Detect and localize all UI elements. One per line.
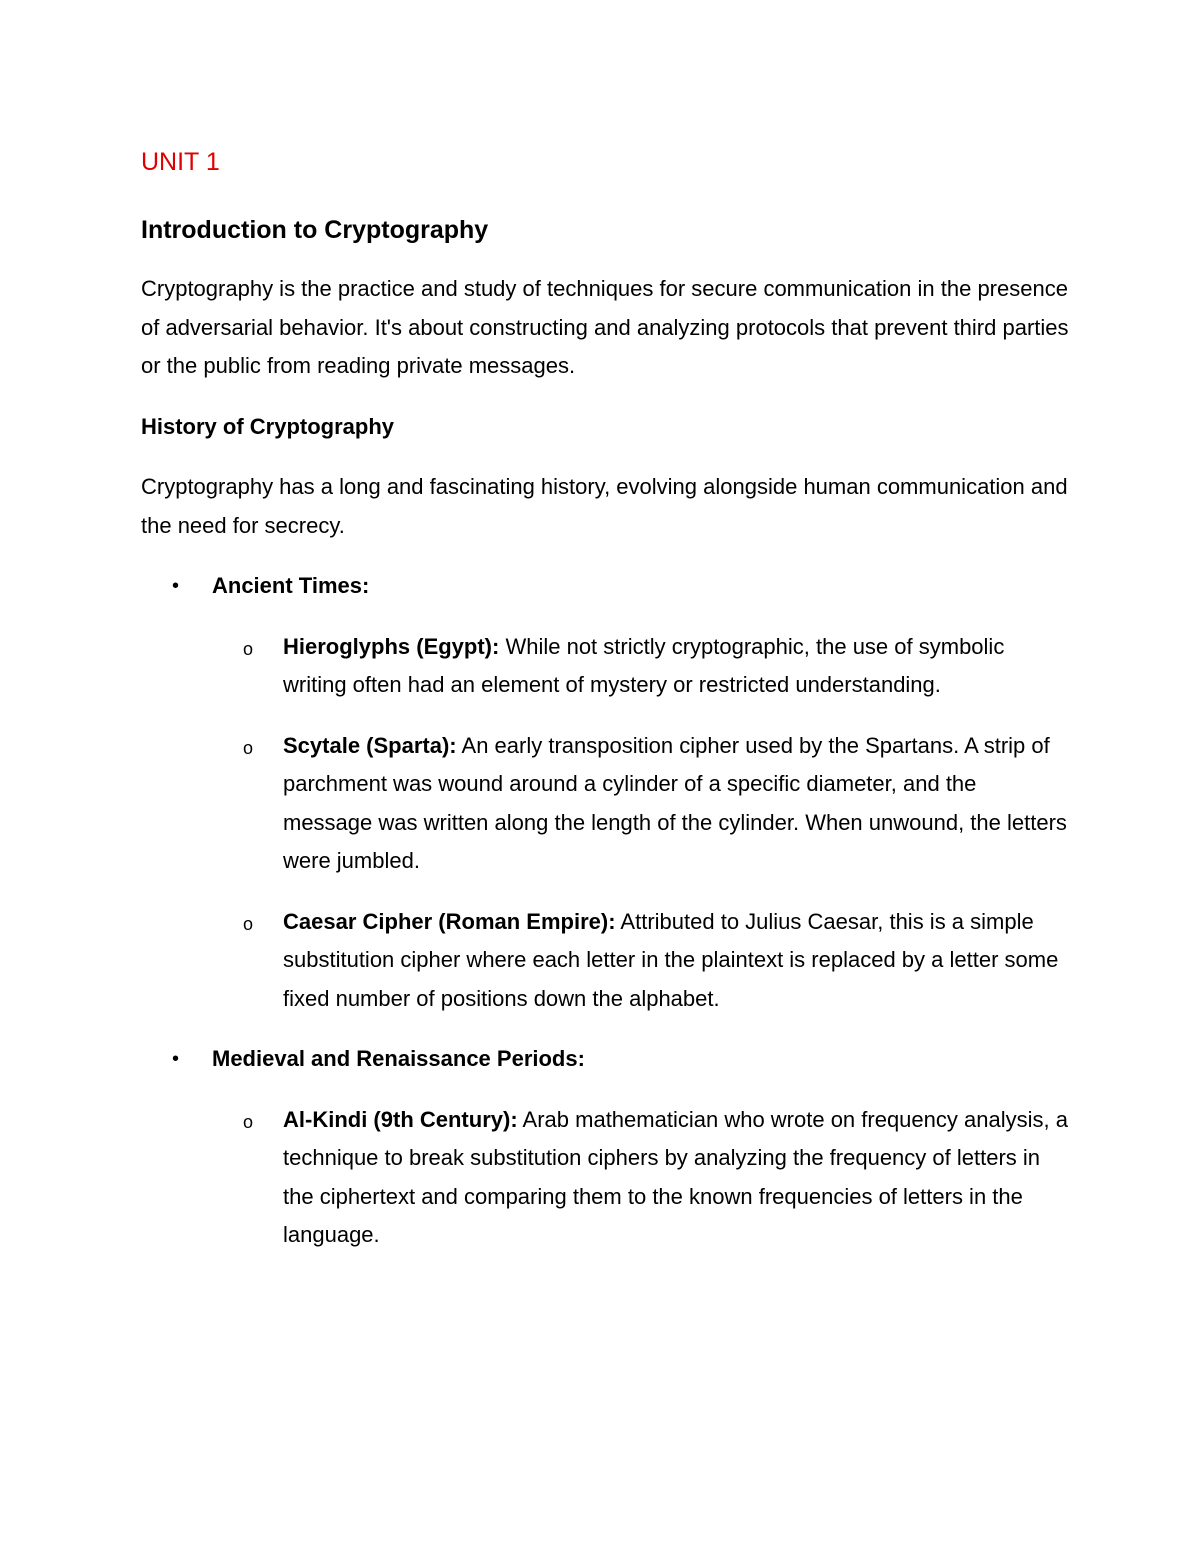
period-items-list [212,1101,1071,1255]
list-item-hieroglyphs [212,628,1071,705]
item-term: Hieroglyphs (Egypt): [283,633,500,659]
list-item-scytale [212,727,1071,881]
hollow-circle-bullet-icon: o [243,638,254,659]
item-description: Arab mathematician who wrote on frequency analysis, a technique to break substitution ciphers by analyzing the frequency of letters in the ciphertext and comparing them to the known frequencies of letters in the language. [283,1106,1068,1247]
item-term: Scytale (Sparta): [283,732,457,758]
period-item-ancient-times [141,567,1071,1018]
list-item-al-kindi [212,1101,1071,1255]
unit-label: UNIT 1 [141,148,220,176]
page-title: Introduction to Cryptography [141,216,489,244]
period-item-medieval-renaissance [141,1040,1071,1255]
intro-paragraph: Cryptography is the practice and study of techniques for secure communication in the presence of adversarial behavior. It's about constructing and analyzing protocols that prevent third parties or the public from reading private messages. [141,276,1069,378]
history-intro-paragraph: Cryptography has a long and fascinating history, evolving alongside human communication and the need for secrecy. [141,474,1068,538]
item-description: Attributed to Julius Caesar, this is a simple substitution cipher where each letter in the plaintext is replaced by a letter some fixed number of positions down the alphabet. [283,908,1059,1011]
periods-list [141,567,1071,1255]
item-description: An early transposition cipher used by the Spartans. A strip of parchment was wound around a cylinder of a specific diameter, and the message was written along the length of the cylinder. When unwound, the letters were jumbled. [283,732,1067,873]
list-item-caesar-cipher [212,903,1071,1019]
filled-dot-bullet-icon: • [172,1048,180,1070]
document-content [141,140,1071,1277]
history-heading: History of Cryptography [141,413,395,439]
hollow-circle-bullet-icon: o [243,913,254,934]
hollow-circle-bullet-icon: o [243,737,254,758]
period-label: Medieval and Renaissance Periods: [212,1046,585,1071]
period-items-list [212,628,1071,1019]
item-term: Al-Kindi (9th Century): [283,1106,518,1132]
period-label: Ancient Times: [212,573,370,598]
item-description: While not strictly cryptographic, the use of symbolic writing often had an element of mystery or restricted understanding. [283,633,1005,697]
filled-dot-bullet-icon: • [172,575,180,597]
item-term: Caesar Cipher (Roman Empire): [283,908,616,934]
hollow-circle-bullet-icon: o [243,1111,254,1132]
